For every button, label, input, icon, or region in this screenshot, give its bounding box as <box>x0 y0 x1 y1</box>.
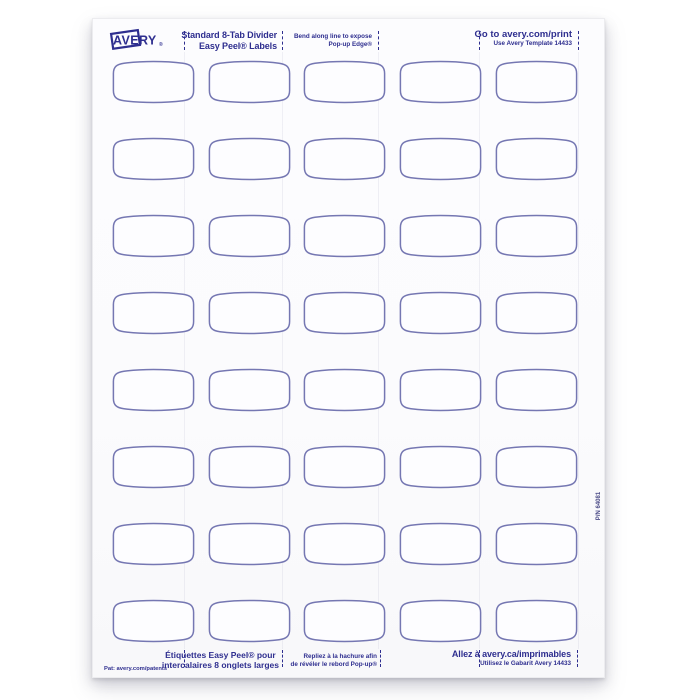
footer-product-title-fr <box>162 650 279 670</box>
header-web-note <box>475 29 572 48</box>
label-cell <box>397 368 484 412</box>
label-cell <box>110 60 197 104</box>
label-outline-icon <box>301 522 388 566</box>
label-cell <box>301 445 388 489</box>
label-outline-icon <box>493 214 580 258</box>
label-outline-icon <box>301 599 388 643</box>
label-outline-icon <box>301 445 388 489</box>
label-cell <box>206 599 293 643</box>
label-outline-icon <box>493 60 580 104</box>
label-cell <box>206 214 293 258</box>
label-outline-icon <box>397 291 484 335</box>
label-cell <box>301 137 388 181</box>
label-cell <box>110 368 197 412</box>
label-outline-icon <box>493 445 580 489</box>
label-outline-icon <box>301 214 388 258</box>
header-product-title <box>181 30 277 51</box>
label-outline-icon <box>493 599 580 643</box>
label-outline-icon <box>110 214 197 258</box>
footer-product-title-fr-line2: intercalaires 8 onglets larges <box>161 660 279 670</box>
label-cell <box>206 291 293 335</box>
label-cell <box>493 291 580 335</box>
label-outline-icon <box>206 291 293 335</box>
footer-bend-note-fr-line2: de révéler le rebord Pop-up® <box>290 660 377 668</box>
footer-bend-note-fr <box>290 653 377 668</box>
footer-bend-note-fr-line1: Repliez à la hachure afin <box>303 653 377 660</box>
footer-web-fr-line1: Allez à avery.ca/imprimables <box>451 649 571 659</box>
header-product-title-line2: Easy Peel® Labels <box>199 40 277 51</box>
label-outline-icon <box>110 368 197 412</box>
label-outline-icon <box>397 368 484 412</box>
label-outline-icon <box>301 137 388 181</box>
footer-product-title-fr-line1: Étiquettes Easy Peel® pour <box>165 650 276 660</box>
label-cell <box>493 368 580 412</box>
label-outline-icon <box>206 522 293 566</box>
label-cell <box>301 368 388 412</box>
label-outline-icon <box>397 214 484 258</box>
header-bend-note-line2: Pop-up Edge® <box>328 40 372 48</box>
label-grid <box>110 60 580 643</box>
label-cell <box>493 445 580 489</box>
label-cell <box>206 368 293 412</box>
fold-mark <box>578 31 579 50</box>
label-cell <box>397 599 484 643</box>
label-outline-icon <box>110 291 197 335</box>
label-cell <box>493 60 580 104</box>
header-web-line1: Go to avery.com/print <box>474 29 572 40</box>
label-cell <box>301 60 388 104</box>
label-cell <box>397 60 484 104</box>
footer-web-note-fr <box>452 649 571 668</box>
label-cell <box>493 599 580 643</box>
label-cell <box>206 522 293 566</box>
label-cell <box>397 137 484 181</box>
fold-mark <box>378 31 379 50</box>
label-outline-icon <box>301 291 388 335</box>
header-web-line2: Use Avery Template 14433 <box>493 40 572 47</box>
label-outline-icon <box>206 445 293 489</box>
label-outline-icon <box>301 368 388 412</box>
avery-logo-text: AVERY <box>113 33 157 48</box>
fold-mark <box>577 650 578 667</box>
label-cell <box>301 522 388 566</box>
label-cell <box>206 445 293 489</box>
label-outline-icon <box>397 60 484 104</box>
label-cell <box>110 137 197 181</box>
label-cell <box>110 522 197 566</box>
fold-mark <box>282 650 283 667</box>
label-outline-icon <box>110 60 197 104</box>
label-cell <box>301 599 388 643</box>
label-outline-icon <box>206 137 293 181</box>
label-outline-icon <box>301 60 388 104</box>
label-cell <box>493 214 580 258</box>
header-bend-note-line1: Bend along line to expose <box>293 33 372 40</box>
label-cell <box>206 60 293 104</box>
label-outline-icon <box>397 599 484 643</box>
fold-mark <box>282 31 283 50</box>
header-product-title-line1: Standard 8-Tab Divider <box>181 30 277 40</box>
header-bend-note <box>294 33 372 48</box>
label-cell <box>493 137 580 181</box>
label-outline-icon <box>110 599 197 643</box>
part-number: P/N 64081 <box>596 491 602 521</box>
label-cell <box>206 137 293 181</box>
label-cell <box>397 291 484 335</box>
label-cell <box>397 522 484 566</box>
label-outline-icon <box>206 599 293 643</box>
label-cell <box>397 445 484 489</box>
label-outline-icon <box>493 137 580 181</box>
avery-logo <box>109 28 169 57</box>
label-outline-icon <box>110 137 197 181</box>
label-outline-icon <box>493 291 580 335</box>
label-outline-icon <box>397 445 484 489</box>
label-outline-icon <box>397 522 484 566</box>
footer-web-fr-line2: Utilisez le Gabarit Avery 14433 <box>480 659 571 667</box>
label-cell <box>397 214 484 258</box>
label-outline-icon <box>397 137 484 181</box>
label-outline-icon <box>493 368 580 412</box>
label-outline-icon <box>206 214 293 258</box>
label-cell <box>301 214 388 258</box>
label-cell <box>301 291 388 335</box>
label-cell <box>110 445 197 489</box>
label-cell <box>110 214 197 258</box>
label-sheet <box>92 18 605 678</box>
label-outline-icon <box>206 368 293 412</box>
label-cell <box>110 599 197 643</box>
label-outline-icon <box>206 60 293 104</box>
label-outline-icon <box>110 445 197 489</box>
label-outline-icon <box>493 522 580 566</box>
avery-logo-reg-mark: ® <box>159 42 163 48</box>
fold-mark <box>380 650 381 667</box>
label-cell <box>493 522 580 566</box>
label-outline-icon <box>110 522 197 566</box>
label-cell <box>110 291 197 335</box>
patent-note: Pat: avery.com/patents <box>104 666 168 672</box>
